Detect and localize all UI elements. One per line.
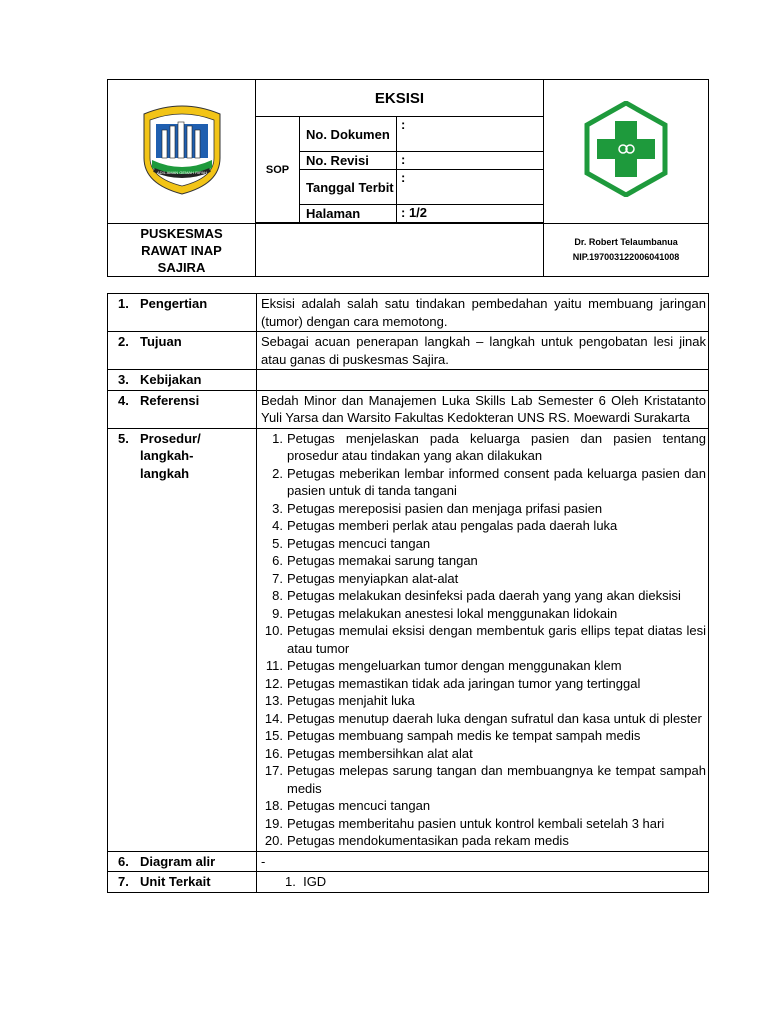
field-value-no-revisi: : bbox=[397, 152, 544, 170]
puskesmas-logo-icon bbox=[581, 101, 671, 197]
regency-logo-motto: ADIL AMAN GEMAH RIPAH bbox=[156, 170, 207, 175]
list-item bbox=[261, 552, 706, 570]
blank-cell bbox=[256, 224, 544, 277]
row-unit-terkait bbox=[108, 872, 709, 893]
section-number: 2. bbox=[118, 334, 129, 349]
organization-name bbox=[108, 224, 256, 277]
step-number: 14. bbox=[264, 710, 283, 726]
unit-list bbox=[261, 873, 706, 891]
section-content-diagram-alir: - bbox=[257, 851, 709, 872]
step-text: Petugas memberi perlak atau pengalas pada daerah luka bbox=[287, 518, 618, 533]
section-label-tujuan: Tujuan bbox=[140, 334, 182, 349]
step-text: Petugas mereposisi pasien dan menjaga prifasi pasien bbox=[287, 500, 603, 516]
step-number: 8. bbox=[272, 588, 283, 603]
step-number: 1. bbox=[272, 430, 283, 446]
list-item bbox=[261, 832, 706, 850]
step-number: 12. bbox=[264, 675, 283, 691]
section-label-prosedur bbox=[140, 430, 201, 483]
list-item bbox=[261, 430, 706, 465]
list-item bbox=[261, 692, 706, 710]
list-item bbox=[261, 727, 706, 745]
org-line-2: RAWAT INAP bbox=[141, 242, 222, 258]
list-item bbox=[261, 873, 706, 891]
step-number: 10. bbox=[264, 623, 283, 638]
section-label-kebijakan: Kebijakan bbox=[140, 372, 202, 387]
step-number: 17. bbox=[264, 763, 283, 778]
step-text: Petugas melakukan anestesi lokal menggunakan lidokain bbox=[287, 605, 618, 621]
step-number: 4. bbox=[272, 518, 283, 533]
document-title: EKSISI bbox=[256, 80, 544, 117]
step-text: Petugas menjelaskan pada keluarga pasien dan pasien tentang prosedur atau tindakan yang akan dilakukan bbox=[287, 430, 706, 463]
step-text: Petugas mengeluarkan tumor dengan menggunakan klem bbox=[287, 658, 622, 673]
step-number: 13. bbox=[264, 693, 283, 708]
section-content-pengertian: Eksisi adalah salah satu tindakan pembedahan yaitu membuang jaringan (tumor) dengan cara memotong. bbox=[257, 294, 709, 332]
step-text: Petugas menyiapkan alat-alat bbox=[287, 570, 459, 586]
section-number: 5. bbox=[118, 430, 129, 446]
unit-number: 1. bbox=[285, 874, 296, 889]
signer-nip: NIP.197003122006041008 bbox=[572, 252, 680, 262]
step-text: Petugas menutup daerah luka dengan sufratul dan kasa untuk di plester bbox=[287, 710, 702, 726]
org-line-3: SAJIRA bbox=[157, 259, 206, 275]
signatory bbox=[544, 224, 709, 277]
step-number: 3. bbox=[272, 500, 283, 516]
step-number: 11. bbox=[265, 658, 283, 673]
section-content-prosedur bbox=[257, 428, 709, 851]
row-diagram-alir bbox=[108, 851, 709, 872]
list-item bbox=[261, 570, 706, 588]
step-text: Petugas meberikan lembar informed consent pada keluarga pasien dan pasien untuk di tanda tangani bbox=[287, 465, 706, 498]
sop-content-table bbox=[107, 293, 709, 893]
prosedur-label-line: Prosedur/ bbox=[140, 430, 201, 446]
org-line-1: PUSKESMAS bbox=[140, 225, 223, 241]
section-label-referensi: Referensi bbox=[140, 392, 200, 408]
section-label-diagram-alir: Diagram alir bbox=[140, 853, 216, 869]
section-content-kebijakan bbox=[257, 370, 709, 391]
step-text: Petugas membuang sampah medis ke tempat sampah medis bbox=[287, 728, 641, 743]
section-number: 3. bbox=[118, 372, 129, 387]
row-referensi bbox=[108, 390, 709, 428]
section-number: 6. bbox=[118, 853, 129, 869]
step-text: Petugas melepas sarung tangan dan membuangnya ke tempat sampah medis bbox=[287, 763, 706, 796]
step-number: 16. bbox=[264, 745, 283, 761]
regency-logo-icon bbox=[140, 102, 224, 196]
list-item bbox=[261, 815, 706, 833]
row-prosedur bbox=[108, 428, 709, 851]
list-item bbox=[261, 605, 706, 623]
prosedur-label-line: langkah- bbox=[140, 448, 194, 463]
step-text: Petugas memakai sarung tangan bbox=[287, 553, 478, 568]
step-number: 7. bbox=[272, 570, 283, 586]
section-number: 7. bbox=[118, 874, 129, 889]
field-value-no-dokumen: : bbox=[397, 117, 544, 152]
sop-label: SOP bbox=[256, 117, 300, 223]
section-content-unit-terkait bbox=[257, 872, 709, 893]
field-label-no-dokumen: No. Dokumen bbox=[300, 117, 397, 152]
field-label-no-revisi: No. Revisi bbox=[300, 152, 397, 170]
step-number: 15. bbox=[264, 728, 283, 743]
field-label-tanggal-terbit: Tanggal Terbit bbox=[300, 170, 397, 205]
step-text: Petugas melakukan desinfeksi pada daerah yang yang akan dieksisi bbox=[287, 588, 681, 603]
list-item bbox=[261, 587, 706, 605]
regency-logo-cell bbox=[108, 80, 256, 224]
step-text: Petugas mencuci tangan bbox=[287, 535, 431, 551]
field-value-tanggal-terbit: : bbox=[397, 170, 544, 205]
step-text: Petugas memastikan tidak ada jaringan tumor yang tertinggal bbox=[287, 675, 641, 691]
section-content-referensi: Bedah Minor dan Manajemen Luka Skills Lab Semester 6 Oleh Kristatanto Yuli Yarsa dan Warsito Fakultas Kedokteran UNS RS. Moewardi Surakarta bbox=[257, 390, 709, 428]
step-text: Petugas memulai eksisi dengan membentuk garis ellips tepat diatas lesi atau tumor bbox=[287, 623, 706, 656]
field-value-halaman: : 1/2 bbox=[397, 205, 544, 223]
step-number: 9. bbox=[272, 605, 283, 621]
step-text: Petugas menjahit luka bbox=[287, 693, 415, 708]
signer-name: Dr. Robert Telaumbanua bbox=[574, 237, 678, 247]
field-label-halaman: Halaman bbox=[300, 205, 397, 223]
section-label-unit-terkait: Unit Terkait bbox=[140, 874, 211, 889]
list-item bbox=[261, 675, 706, 693]
list-item bbox=[261, 762, 706, 797]
procedure-steps-list bbox=[261, 430, 706, 850]
section-content-tujuan: Sebagai acuan penerapan langkah – langkah untuk pengobatan lesi jinak atau ganas di puskesmas Sajira. bbox=[257, 332, 709, 370]
row-tujuan bbox=[108, 332, 709, 370]
step-text: Petugas mencuci tangan bbox=[287, 798, 431, 813]
step-number: 5. bbox=[272, 535, 283, 551]
list-item bbox=[261, 710, 706, 728]
list-item bbox=[261, 797, 706, 815]
step-number: 2. bbox=[272, 465, 283, 481]
step-number: 18. bbox=[264, 798, 283, 813]
list-item bbox=[261, 535, 706, 553]
row-pengertian bbox=[108, 294, 709, 332]
row-kebijakan bbox=[108, 370, 709, 391]
step-number: 19. bbox=[264, 815, 283, 831]
prosedur-label-line: langkah bbox=[140, 465, 190, 481]
list-item bbox=[261, 622, 706, 657]
step-text: Petugas mendokumentasikan pada rekam medis bbox=[287, 833, 569, 848]
list-item bbox=[261, 745, 706, 763]
list-item bbox=[261, 500, 706, 518]
list-item bbox=[261, 465, 706, 500]
step-text: Petugas memberitahu pasien untuk kontrol kembali setelah 3 hari bbox=[287, 815, 665, 831]
puskesmas-logo-cell bbox=[544, 80, 709, 224]
list-item bbox=[261, 517, 706, 535]
sop-header-table bbox=[107, 79, 709, 277]
section-label-pengertian: Pengertian bbox=[140, 296, 208, 311]
list-item bbox=[261, 657, 706, 675]
section-number: 1. bbox=[118, 296, 129, 311]
unit-text: IGD bbox=[303, 874, 327, 889]
step-number: 20. bbox=[264, 833, 283, 848]
step-number: 6. bbox=[272, 553, 283, 568]
step-text: Petugas membersihkan alat alat bbox=[287, 745, 473, 761]
section-number: 4. bbox=[118, 392, 129, 408]
